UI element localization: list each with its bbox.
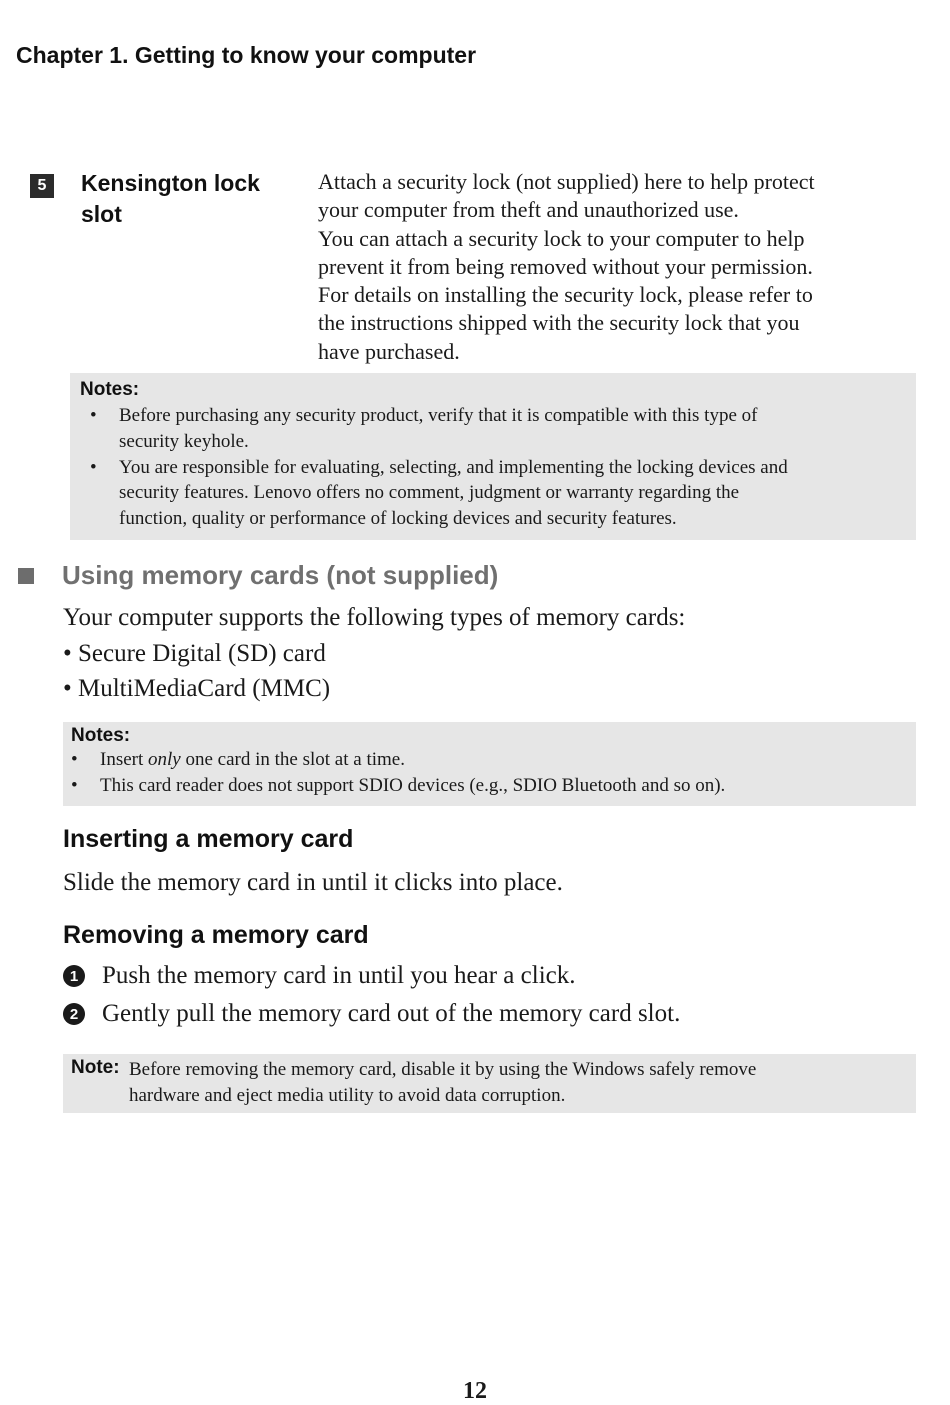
note-line: security keyhole.: [119, 430, 249, 452]
item-description: [318, 168, 918, 366]
note-text: one card in the slot at a time.: [180, 749, 405, 770]
note-line: security features. Lenovo offers no comment, judgment or warranty regarding the: [119, 482, 740, 504]
note-line: You are responsible for evaluating, selecting, and implementing the locking devices and: [119, 456, 788, 478]
step-number-icon: 2: [63, 1003, 85, 1025]
step-text: Gently pull the memory card out of the memory card slot.: [102, 1000, 681, 1027]
description-line: the instructions shipped with the security lock that you: [318, 310, 800, 336]
notes-list: [71, 747, 916, 799]
page-number: 12: [463, 1378, 487, 1404]
description-line: your computer from theft and unauthorized use.: [318, 197, 739, 223]
note-line: hardware and eject media utility to avoid data corruption.: [129, 1084, 566, 1106]
note-item: [80, 403, 916, 455]
square-bullet-icon: [18, 568, 34, 584]
memory-intro: Your computer supports the following types of memory cards:: [63, 604, 686, 631]
note-text-block: [129, 1057, 756, 1108]
note-emphasis: only: [148, 749, 181, 770]
step-item: [63, 1000, 680, 1028]
card-type-item: • Secure Digital (SD) card: [63, 640, 326, 667]
note-line: Before removing the memory card, disable it by using the Windows safely remove: [129, 1059, 757, 1080]
bullet: •: [71, 774, 78, 796]
note-box-removal: [63, 1054, 916, 1113]
description-line: For details on installing the security lock, please refer to: [318, 282, 813, 308]
bullet: •: [90, 456, 97, 478]
removing-title: Removing a memory card: [63, 921, 369, 949]
chapter-title: Chapter 1. Getting to know your computer: [16, 42, 477, 68]
inserting-text: Slide the memory card in until it clicks into place.: [63, 869, 563, 896]
notes-box-memory: [63, 722, 916, 806]
step-text: Push the memory card in until you hear a click.: [102, 962, 576, 989]
description-line: Attach a security lock (not supplied) here to help protect: [318, 169, 815, 194]
step-number-icon: 1: [63, 965, 85, 987]
item-title-line: slot: [81, 201, 122, 227]
note-text: Insert: [100, 749, 149, 770]
notes-list: [80, 403, 916, 532]
notes-box-security: [70, 373, 916, 540]
note-line: Before purchasing any security product, verify that it is compatible with this type of: [119, 405, 758, 426]
step-item: [63, 962, 576, 990]
note-item: [71, 773, 916, 799]
description-line: have purchased.: [318, 338, 460, 364]
note-heading: Note:: [71, 1057, 120, 1078]
notes-heading: Notes:: [71, 725, 131, 746]
bullet: •: [90, 405, 97, 426]
notes-heading: Notes:: [80, 379, 140, 400]
description-line: You can attach a security lock to your computer to help: [318, 225, 805, 251]
note-item: [80, 455, 916, 532]
note-line: function, quality or performance of locking devices and security features.: [119, 508, 677, 530]
inserting-title: Inserting a memory card: [63, 825, 354, 853]
bullet: •: [71, 749, 78, 770]
note-item: [71, 747, 916, 773]
item-number-badge: 5: [30, 174, 54, 198]
section-title: [18, 560, 498, 591]
item-title-line: Kensington lock: [81, 170, 260, 196]
description-line: prevent it from being removed without your permission.: [318, 253, 813, 279]
item-title: [81, 168, 301, 230]
section-title-text: Using memory cards (not supplied): [62, 560, 499, 590]
note-text: This card reader does not support SDIO devices (e.g., SDIO Bluetooth and so on).: [100, 774, 726, 796]
card-type-item: • MultiMediaCard (MMC): [63, 675, 331, 702]
